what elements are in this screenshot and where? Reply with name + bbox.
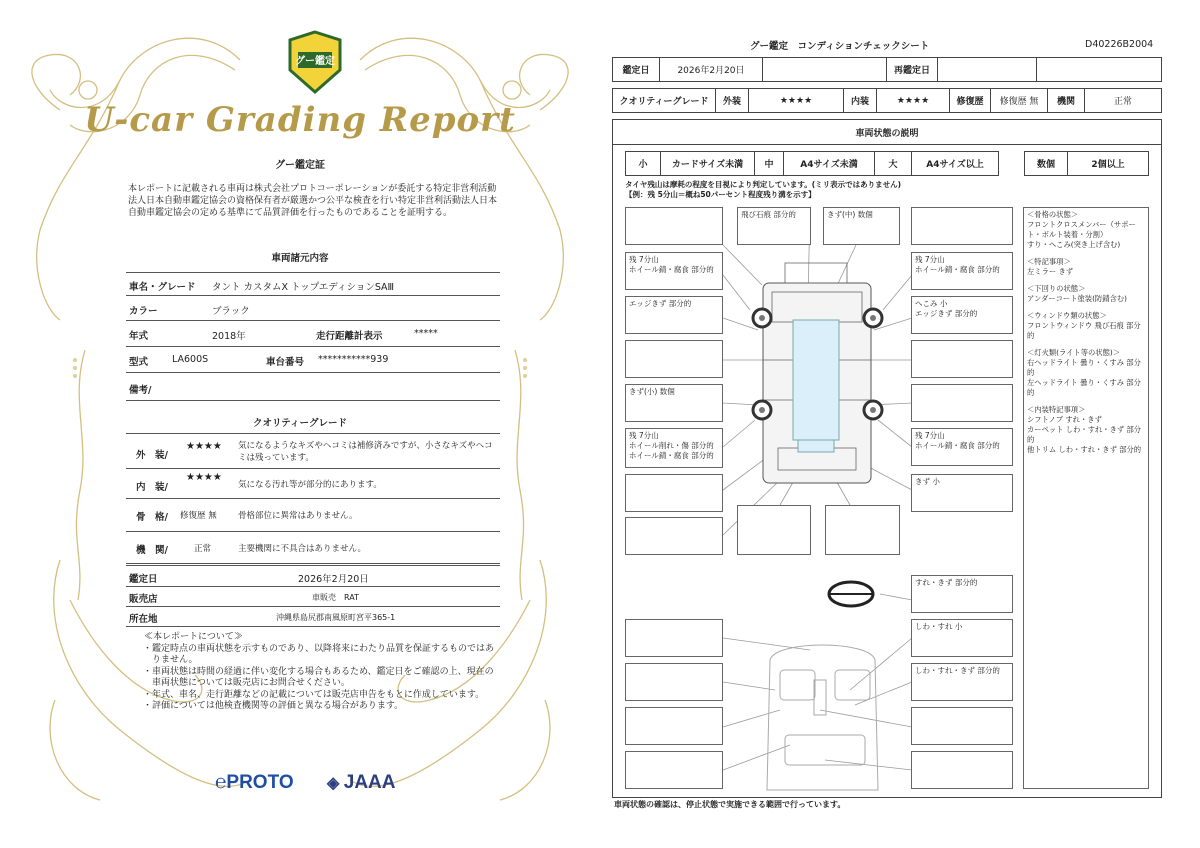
badge-text: グー鑑定 <box>295 56 335 67</box>
spec-year-label: 年式 <box>129 331 149 342</box>
note-box <box>625 707 723 745</box>
goo-kantei-badge <box>286 30 344 96</box>
note-box <box>625 207 723 245</box>
note-box <box>625 517 723 555</box>
note-box-right-dent: へこみ 小 エッジきず 部分的 <box>911 296 1013 334</box>
exterior-text: 気になるようなキズやヘコミは補修済みですが、小さなキズやヘコミは残っています。 <box>238 441 493 463</box>
sheet-title: グー鑑定 コンディションチェックシート <box>750 41 930 52</box>
exterior-label-cell: 外装 <box>715 88 749 113</box>
appraisal-date-value: 2026年2月20日 <box>298 574 369 585</box>
note-box <box>625 751 723 789</box>
spec-section-title: 車両諸元内容 <box>271 253 329 264</box>
spec-row-remarks <box>126 373 500 401</box>
certificate-title: グー鑑定証 <box>275 160 325 171</box>
sheet-footer: 車両状態の確認は、停止状態で実施できる範囲で行っています。 <box>614 800 846 809</box>
size-small-desc: カードサイズ未満 <box>660 151 755 176</box>
dealer-label: 販売店 <box>129 594 158 605</box>
size-mid-label: 中 <box>754 151 784 176</box>
jaaa-logo: ◈ JAAA <box>327 772 396 793</box>
spec-row-name <box>126 272 500 296</box>
dealer-value: 車販売 RAT <box>312 593 359 602</box>
spec-row-model <box>126 347 500 373</box>
size-mid-desc: A4サイズ未満 <box>783 151 875 176</box>
size-large-desc: A4サイズ以上 <box>911 151 999 176</box>
interior-label-cell: 内装 <box>843 88 877 113</box>
address-value: 沖縄県島尻郡南風原町宮平365-1 <box>276 613 396 622</box>
note-box <box>911 707 1013 745</box>
note-box <box>625 619 723 657</box>
side-note-interior: ＜内装特記事項＞ シフトノブ すれ・きず カーペット しわ・すれ・きず 部分的 他トリム しわ・すれ・きず 部分的 <box>1027 405 1142 454</box>
spec-mileage-value: ***** <box>414 328 438 339</box>
note-box <box>911 751 1013 789</box>
date-label-cell: 鑑定日 <box>612 57 660 82</box>
size-small-label: 小 <box>625 151 661 176</box>
note-item: ・鑑定時点の車両状態を示すものであり、以降将来にわたり品質を保証するものではありません。 <box>143 643 495 665</box>
frame-value: 修復歴 無 <box>180 511 217 521</box>
spec-chassis-value: ***********939 <box>318 354 389 365</box>
appraisal-row-dealer <box>126 587 500 607</box>
date-value-cell: 2026年2月20日 <box>659 57 763 82</box>
note-box <box>737 505 811 555</box>
spec-name-label: 車名・グレード <box>129 282 196 293</box>
interior-text: 気になる汚れ等が部分的にあります。 <box>238 480 382 490</box>
tire-note-1: タイヤ残山は摩耗の程度を目視により判定しています。(ミリ表示ではありません) <box>625 180 902 189</box>
note-box <box>825 505 900 555</box>
note-item: ・年式、車名、走行距離などの記載については販売店申告をもとに作成しています。 <box>143 689 485 700</box>
report-notes <box>140 632 500 713</box>
spec-mileage-label: 走行距離計表示 <box>316 331 383 342</box>
quality-grade-title: クオリティーグレード <box>252 418 348 429</box>
engine-text: 主要機関に不具合はありません。 <box>238 544 367 554</box>
note-box-left-tire-front: 残 7分山 ホイール錆・腐食 部分的 <box>625 252 723 290</box>
report-script-title: U-car Grading Report <box>84 100 516 140</box>
spec-color-label: カラー <box>129 306 158 317</box>
note-box-left-tire-rear: 残 7分山 ホイール削れ・傷 部分的 ホイール錆・腐食 部分的 <box>625 428 723 468</box>
note-box <box>625 663 723 701</box>
size-large-label: 大 <box>874 151 912 176</box>
note-box <box>625 340 723 378</box>
note-box-right-rear: きず 小 <box>911 474 1013 512</box>
tire-note-2: 【例：残 5分山＝概ね50パーセント程度残り溝を示す】 <box>625 190 816 199</box>
note-item: ・車両状態は時間の経過に伴い変化する場合もあるため、鑑定日をご確認の上、現在の車両状態については販売店にお問合せください。 <box>143 666 494 688</box>
spec-model-label: 型式 <box>129 357 149 368</box>
interior-label: 内 装/ <box>136 482 168 493</box>
proto-logo: ℮PROTO <box>215 772 294 793</box>
note-box-top-mid-right: きず(中) 数個 <box>823 207 900 245</box>
condition-check-sheet <box>600 0 1200 848</box>
engine-value-cell: 正常 <box>1084 88 1162 113</box>
note-box <box>911 384 1013 422</box>
side-note-lights: ＜灯火類(ライト等の状態)＞ 右ヘッドライト 曇り・くすみ 部分的 左ヘッドライト 曇り・くすみ 部分的 <box>1027 348 1141 397</box>
footer-logos <box>215 770 415 800</box>
certificate-body: 本レポートに記載される車両は株式会社プロトコーポレーションが委託する特定非営利活動法人日本自動車鑑定協会の資格保有者が厳選かつ公平な検査を行い特定非営利活動法人日本自動車鑑定協会の定める基準にて品質評価を行ったものであることを証明する。 <box>128 184 498 218</box>
document-id: D40226B2004 <box>1085 39 1154 50</box>
note-item: ・評価については他検査機関等の評価と異なる場合があります。 <box>143 701 404 711</box>
reappraisal-label-cell: 再鑑定日 <box>886 57 938 82</box>
count-desc: 2個以上 <box>1067 151 1149 176</box>
exterior-label: 外 装/ <box>136 450 168 461</box>
engine-label: 機 関/ <box>136 545 168 556</box>
quality-row-interior <box>126 469 500 499</box>
note-box-steering: すれ・きず 部分的 <box>911 575 1013 613</box>
count-label: 数個 <box>1024 151 1068 176</box>
address-label: 所在地 <box>129 614 158 625</box>
side-note-underbody: ＜下回りの状態＞ アンダーコート塗装(防錆含む) <box>1027 284 1127 303</box>
repair-value-cell: 修復歴 無 <box>990 88 1048 113</box>
note-box-interior-2: しわ・すれ・きず 部分的 <box>911 663 1013 701</box>
appraisal-date-label: 鑑定日 <box>129 574 158 585</box>
note-box-interior-1: しわ・すれ 小 <box>911 619 1013 657</box>
note-box-top-mid-left: 飛び石痕 部分的 <box>737 207 811 245</box>
frame-label: 骨 格/ <box>136 512 168 523</box>
spec-row-color <box>126 296 500 321</box>
spec-name-value: タント カスタムX トップエディションSAⅢ <box>212 282 395 293</box>
engine-label-cell: 機関 <box>1047 88 1085 113</box>
exterior-stars-cell: ★★★★ <box>748 88 844 113</box>
side-note-frame: ＜骨格の状態＞ フロントクロスメンバー（サポート・ボルト装着・分割） すり・へこみ(突き上げ含む) <box>1027 210 1136 249</box>
notes-title: ≪本レポートについて≫ <box>144 632 243 642</box>
side-note-windows: ＜ウィンドウ類の状態＞ フロントウィンドウ 飛び石痕 部分的 <box>1027 311 1141 340</box>
side-notes-panel <box>1023 207 1149 789</box>
interior-stars-cell: ★★★★ <box>876 88 950 113</box>
quality-row-frame <box>126 499 500 532</box>
spec-chassis-label: 車台番号 <box>266 357 305 368</box>
interior-stars: ★★★★ <box>186 472 222 483</box>
engine-value: 正常 <box>194 544 212 554</box>
note-box-right-tire-rear: 残 7分山 ホイール錆・腐食 部分的 <box>911 428 1013 466</box>
frame-text: 骨格部位に異常はありません。 <box>238 511 358 521</box>
note-box <box>625 474 723 512</box>
section-title: 車両状態の説明 <box>612 119 1162 145</box>
note-box-left-scratch: きず(小) 数個 <box>625 384 723 422</box>
repair-label-cell: 修復歴 <box>949 88 991 113</box>
spec-remarks-label: 備考/ <box>129 385 152 396</box>
note-box <box>911 340 1013 378</box>
quality-row-exterior <box>126 433 500 469</box>
appraisal-row-address <box>126 607 500 627</box>
note-box-left-edge: エッジきず 部分的 <box>625 296 723 334</box>
side-note-special: ＜特記事項＞ 左ミラー きず <box>1027 257 1074 276</box>
note-box <box>911 207 1013 245</box>
spec-model-value: LA600S <box>172 354 209 365</box>
quality-row-engine <box>126 532 500 564</box>
appraisal-row-date <box>126 565 500 587</box>
exterior-stars: ★★★★ <box>186 441 222 452</box>
quality-grade-label-cell: クオリティーグレード <box>612 88 716 113</box>
spec-row-year <box>126 321 500 347</box>
note-box-right-tire-front: 残 7分山 ホイール錆・腐食 部分的 <box>911 252 1013 290</box>
spec-year-value: 2018年 <box>212 331 246 342</box>
spec-color-value: ブラック <box>212 306 250 317</box>
